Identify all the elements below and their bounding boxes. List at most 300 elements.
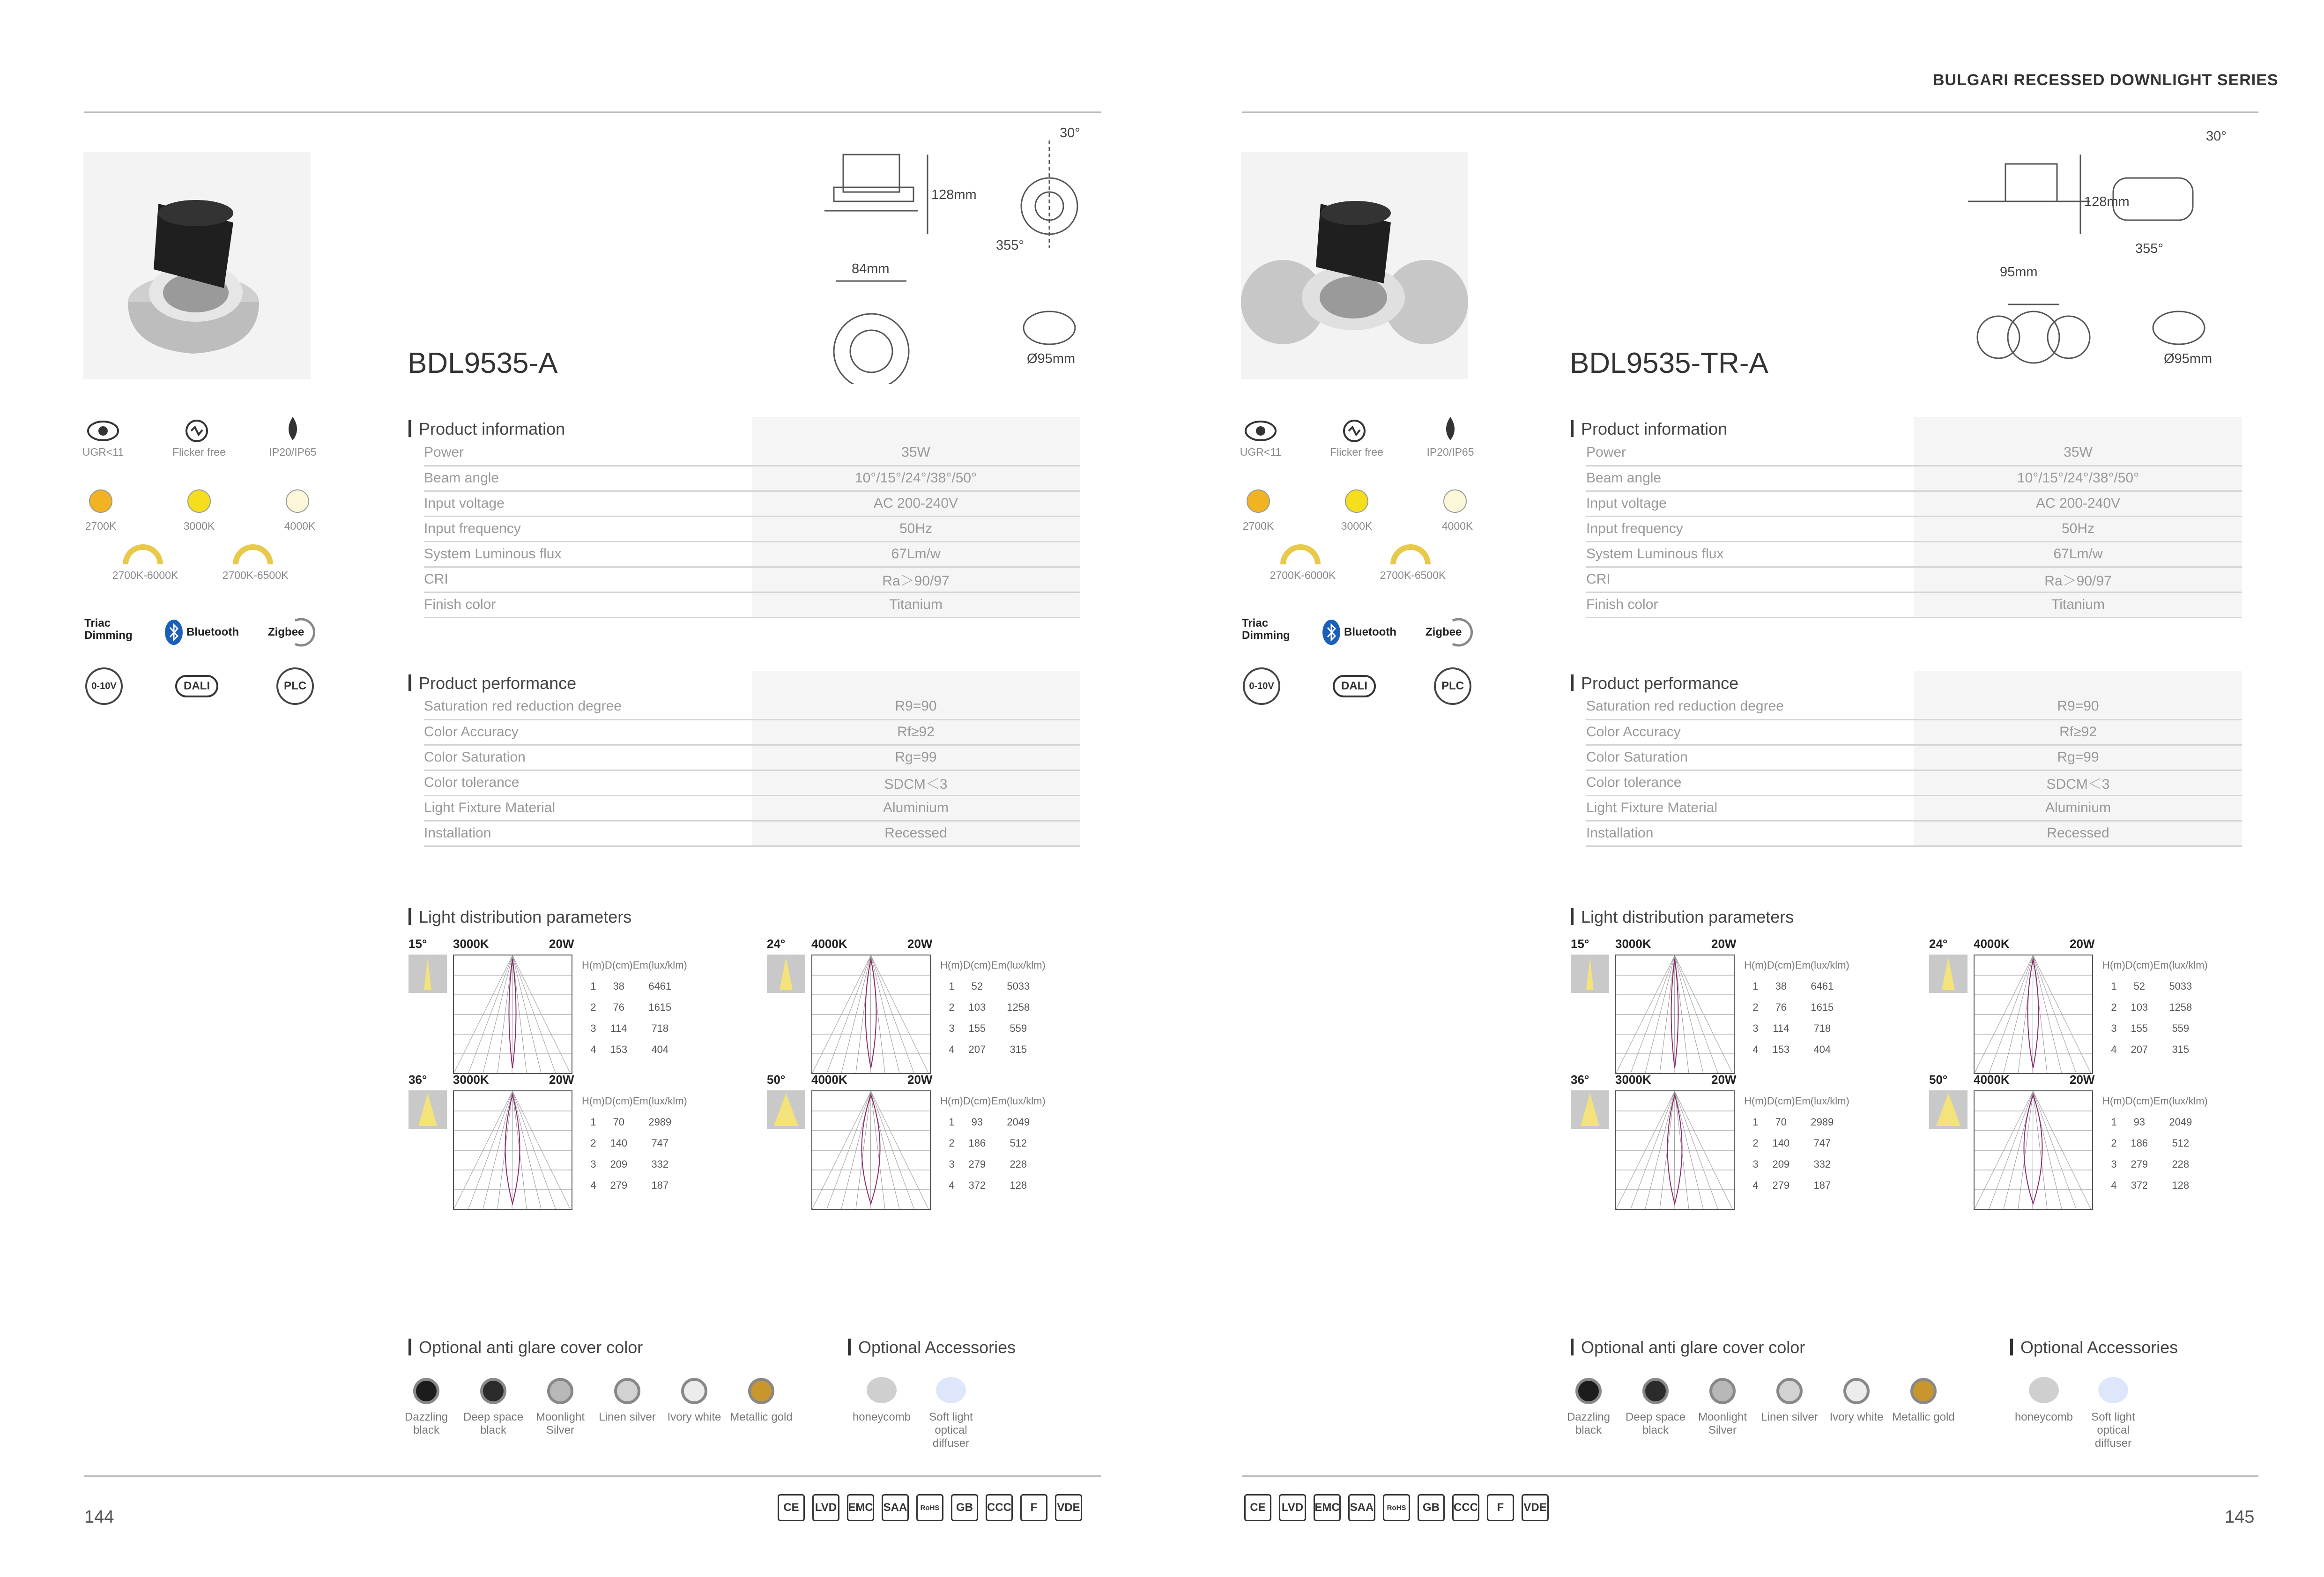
bottom-divider: [1242, 1475, 2258, 1477]
product-performance-body: [424, 671, 1080, 846]
spec-key: System Luminous flux: [1586, 541, 1914, 567]
distribution-cell: 559: [2172, 1022, 2190, 1034]
eye-icon: [84, 417, 122, 445]
model-name: BDL9535-TR-A: [1570, 347, 1768, 379]
column-header: Em(lux/klm): [991, 959, 1046, 971]
column-header: Em(lux/klm): [1795, 959, 1849, 971]
table-row: [424, 719, 1080, 745]
column-header: D(cm): [1767, 959, 1795, 971]
distribution-header-row: [940, 955, 1046, 976]
header-cell: [1586, 671, 1914, 694]
wattage: 20W: [549, 937, 574, 951]
header-cell: [424, 671, 752, 694]
spec-key: Finish color: [1586, 592, 1914, 617]
distribution-row: [1744, 1154, 1849, 1175]
bluetooth-icon: [164, 618, 184, 646]
tunable-arc-icon: [232, 543, 274, 567]
table-row: [424, 770, 1080, 795]
cct: 3000K: [1615, 1073, 1651, 1087]
distribution-cell: 512: [1010, 1137, 1027, 1149]
certification-mark: F: [1020, 1494, 1047, 1521]
column-header: D(cm): [963, 959, 991, 971]
table-row: [424, 694, 1080, 719]
distribution-cell: 372: [2131, 1179, 2148, 1191]
distribution-cell: 186: [968, 1137, 986, 1149]
dim-cutout: Ø95mm: [2164, 351, 2213, 366]
table-row: [1586, 795, 2242, 821]
distribution-row: [582, 997, 687, 1018]
distribution-cell: 3: [590, 1022, 596, 1034]
distribution-header-row: [940, 1090, 1046, 1111]
distribution-cell: 3: [949, 1022, 955, 1034]
tunable-2-label: 2700K-6500K: [1380, 569, 1446, 581]
polar-diagram: [1615, 955, 1735, 1074]
distribution-cell: 2: [949, 1137, 955, 1149]
distribution-cell: 5033: [1007, 980, 1030, 992]
beam-swatch: [408, 1090, 447, 1129]
anti-glare-label: Linen silver: [1761, 1411, 1818, 1423]
distribution-cell: 103: [968, 1001, 986, 1013]
ip-label: IP20/IP65: [1426, 446, 1474, 458]
cct: 4000K: [1974, 1073, 2010, 1087]
distribution-cell: 3: [2111, 1022, 2117, 1034]
header-cell: [1586, 417, 1914, 440]
product-information-body: [1586, 417, 2242, 617]
spec-key: Saturation red reduction degree: [1586, 694, 1914, 719]
anti-glare-swatch: [1776, 1378, 1803, 1404]
wattage: 20W: [549, 1073, 574, 1087]
table-row: [1586, 745, 2242, 770]
column-header: Em(lux/klm): [991, 1095, 1046, 1107]
distribution-cell: 114: [610, 1022, 627, 1034]
table-row: [1586, 719, 2242, 745]
polar-diagram: [811, 955, 931, 1074]
dim-010v-badge: 0-10V: [1243, 667, 1280, 705]
table-row: [424, 516, 1080, 541]
column-header: D(cm): [2125, 1095, 2153, 1107]
ip-label: IP20/IP65: [269, 446, 317, 458]
spec-key: Beam angle: [1586, 466, 1914, 491]
distribution-row: [582, 1133, 687, 1154]
certification-mark: VDE: [1522, 1494, 1549, 1521]
spec-value: AC 200-240V: [752, 491, 1080, 516]
spec-value: Rg=99: [1914, 745, 2242, 770]
product-performance-title: Product performance: [408, 674, 576, 693]
distribution-row: [582, 1175, 687, 1196]
dim-height: 128mm: [931, 187, 977, 202]
certification-mark: CE: [778, 1494, 805, 1521]
spec-key: Beam angle: [424, 466, 752, 491]
column-header: D(cm): [2125, 959, 2153, 971]
distribution-cell: 4: [949, 1043, 955, 1055]
distribution-cell: 153: [1772, 1043, 1790, 1055]
spec-value: Ra＞90/97: [1914, 567, 2242, 592]
column-header: Em(lux/klm): [1795, 1095, 1849, 1107]
zigbee-ring-icon: [290, 616, 319, 649]
anti-glare-label: Dazzling black: [1567, 1411, 1611, 1436]
anti-glare-label: Metallic gold: [1892, 1411, 1955, 1423]
table-row: [1586, 694, 2242, 719]
spec-value: Ra＞90/97: [752, 567, 1080, 592]
distribution-cell: 4: [590, 1179, 596, 1191]
distribution-cell: 6461: [1811, 980, 1834, 992]
page-number: 145: [2225, 1507, 2255, 1527]
bluetooth-label: Bluetooth: [1344, 626, 1396, 638]
certification-mark: RoHS: [1383, 1494, 1410, 1521]
distribution-cell: 404: [1813, 1043, 1831, 1055]
distribution-row: [2102, 997, 2208, 1018]
distribution-table: [1744, 955, 1849, 1060]
spec-value: Titanium: [752, 592, 1080, 617]
spec-key: Finish color: [424, 592, 752, 617]
distribution-cell: 209: [1772, 1158, 1790, 1170]
certification-mark: SAA: [1348, 1494, 1375, 1521]
polar-diagram: [1974, 955, 2093, 1074]
anti-glare-swatch: [547, 1378, 573, 1404]
distribution-cell: 332: [651, 1158, 669, 1170]
spec-value: 10°/15°/24°/38°/50°: [752, 466, 1080, 491]
wattage: 20W: [907, 1073, 933, 1087]
column-header: H(m): [582, 1095, 605, 1107]
spec-key: Color Accuracy: [1586, 719, 1914, 745]
distribution-cell: 3: [1752, 1022, 1759, 1034]
distribution-cell: 4: [1752, 1043, 1759, 1055]
wattage: 20W: [2070, 1073, 2095, 1087]
distribution-cell: 747: [1813, 1137, 1831, 1149]
table-row: [1586, 821, 2242, 846]
distribution-cell: 2: [1752, 1137, 1759, 1149]
polar-diagram: [1974, 1090, 2093, 1210]
bluetooth-label: Bluetooth: [186, 626, 239, 638]
distribution-cell: 279: [1772, 1179, 1790, 1191]
distribution-row: [2102, 1039, 2208, 1060]
distribution-cell: 4: [2111, 1179, 2117, 1191]
spec-value: SDCM＜3: [752, 770, 1080, 795]
table-row: [1586, 440, 2242, 466]
distribution-row: [1744, 1111, 1849, 1133]
polar-diagram: [453, 955, 572, 1074]
distribution-cell: 3: [590, 1158, 596, 1170]
flicker-free-icon: [183, 417, 211, 445]
distribution-cell: 2: [949, 1001, 955, 1013]
distribution-row: [940, 1154, 1046, 1175]
distribution-cell: 1: [2111, 1116, 2117, 1128]
cct: 4000K: [811, 1073, 847, 1087]
flicker-label: Flicker free: [172, 446, 226, 458]
header-cell: [1914, 671, 2242, 694]
product-photo: [83, 152, 311, 379]
distribution-cell: 2: [1752, 1001, 1759, 1013]
distribution-cell: 155: [2131, 1022, 2148, 1034]
distribution-cell: 2: [2111, 1001, 2117, 1013]
distribution-row: [1744, 1018, 1849, 1039]
distribution-cell: 2049: [1007, 1116, 1030, 1128]
spec-value: AC 200-240V: [1914, 491, 2242, 516]
distribution-row: [2102, 1018, 2208, 1039]
beam-swatch: [767, 1090, 805, 1129]
spec-key: Input frequency: [1586, 516, 1914, 541]
table-header-row: [424, 671, 1080, 694]
beam-angle: 36°: [1571, 1073, 1589, 1087]
anti-glare-label: Dazzling black: [404, 1411, 448, 1436]
distribution-cell: 1615: [1811, 1001, 1834, 1013]
distribution-cell: 70: [613, 1116, 625, 1128]
distribution-cell: 52: [971, 980, 983, 992]
cct-4000-dot: [1443, 489, 1467, 513]
table-row: [424, 567, 1080, 592]
distribution-cell: 1258: [2169, 1001, 2192, 1013]
dim-height: 128mm: [2084, 194, 2130, 209]
distribution-cell: 5033: [2169, 980, 2192, 992]
product-information-table: [424, 417, 1080, 618]
column-header: Em(lux/klm): [632, 959, 687, 971]
distribution-table: [940, 955, 1046, 1060]
distribution-cell: 76: [1775, 1001, 1787, 1013]
distribution-cell: 128: [2172, 1179, 2190, 1191]
cct-2700-label: 2700K: [1242, 520, 1274, 532]
water-drop-icon: [1436, 415, 1464, 445]
distribution-row: [582, 1018, 687, 1039]
distribution-cell: 1615: [648, 1001, 672, 1013]
spec-value: Rf≥92: [752, 719, 1080, 745]
table-row: [424, 745, 1080, 770]
accessory-swatch: [2098, 1377, 2128, 1403]
spec-key: Light Fixture Material: [424, 795, 752, 821]
cct-2700-dot: [1247, 489, 1270, 513]
distribution-row: [940, 1111, 1046, 1133]
beam-swatch: [1571, 1090, 1609, 1129]
distribution-cell: 559: [1010, 1022, 1027, 1034]
anti-glare-label: Moonlight Silver: [1698, 1411, 1747, 1436]
distribution-row: [2102, 1133, 2208, 1154]
distribution-cell: 1: [949, 1116, 955, 1128]
distribution-cell: 187: [1813, 1179, 1831, 1191]
table-row: [424, 541, 1080, 567]
header-cell: [752, 671, 1080, 694]
accessory-swatch: [2029, 1377, 2059, 1403]
product-information-body: [424, 417, 1080, 617]
dali-label: DALI: [1333, 675, 1376, 697]
spec-key: Input frequency: [424, 516, 752, 541]
distribution-row: [1744, 1133, 1849, 1154]
spec-key: Installation: [424, 821, 752, 846]
plc-badge: PLC: [1434, 667, 1471, 705]
column-header: H(m): [2102, 959, 2125, 971]
distribution-cell: 4: [1752, 1179, 1759, 1191]
dim-rotate: 355°: [996, 238, 1024, 253]
spec-key: Color tolerance: [1586, 770, 1914, 795]
zigbee-label: Zigbee: [268, 626, 304, 638]
anti-glare-swatch: [1642, 1378, 1669, 1404]
distribution-cell: 103: [2131, 1001, 2148, 1013]
certification-mark: F: [1487, 1494, 1514, 1521]
table-row: [424, 795, 1080, 821]
anti-glare-swatch: [1910, 1378, 1937, 1404]
column-header: D(cm): [604, 959, 633, 971]
spec-value: Recessed: [752, 821, 1080, 846]
distribution-row: [1744, 997, 1849, 1018]
distribution-cell: 187: [651, 1179, 669, 1191]
spec-key: Color Saturation: [1586, 745, 1914, 770]
certification-mark: LVD: [812, 1494, 839, 1521]
distribution-cell: 153: [610, 1043, 628, 1055]
beam-angle: 50°: [767, 1073, 786, 1087]
ugr-label: UGR<11: [82, 446, 124, 458]
distribution-row: [940, 1039, 1046, 1060]
distribution-cell: 279: [610, 1179, 628, 1191]
distribution-header-row: [582, 955, 687, 976]
distribution-cell: 209: [610, 1158, 628, 1170]
column-header: H(m): [940, 1095, 963, 1107]
spec-key: Color Saturation: [424, 745, 752, 770]
distribution-cell: 1: [1752, 1116, 1759, 1128]
distribution-table: [2102, 1090, 2208, 1196]
accessories-title: Optional Accessories: [848, 1338, 1016, 1357]
distribution-header-row: [1744, 955, 1849, 976]
spec-value: 67Lm/w: [1914, 541, 2242, 567]
column-header: H(m): [1744, 959, 1767, 971]
header-cell: [752, 417, 1080, 440]
plc-badge: PLC: [276, 667, 314, 705]
distribution-table: [582, 1090, 687, 1196]
column-header: H(m): [940, 959, 963, 971]
dali-label: DALI: [175, 675, 218, 697]
distribution-cell: 3: [2111, 1158, 2117, 1170]
distribution-table: [1744, 1090, 1849, 1196]
certification-mark: EMC: [847, 1494, 874, 1521]
top-divider: [1242, 111, 2258, 113]
distribution-cell: 315: [2172, 1043, 2190, 1055]
distribution-cell: 372: [968, 1179, 986, 1191]
distribution-cell: 76: [613, 1001, 625, 1013]
table-row: [424, 466, 1080, 491]
distribution-cell: 279: [968, 1158, 986, 1170]
distribution-row: [1744, 1039, 1849, 1060]
spec-key: CRI: [424, 567, 752, 592]
distribution-row: [582, 1111, 687, 1133]
light-distribution-title: Light distribution parameters: [408, 907, 631, 927]
beam-angle: 15°: [408, 937, 427, 951]
certification-mark: GB: [1418, 1494, 1445, 1521]
distribution-cell: 228: [2172, 1158, 2190, 1170]
product-information-table: [1586, 417, 2242, 618]
certification-mark: CCC: [986, 1494, 1013, 1521]
distribution-row: [2102, 1111, 2208, 1133]
anti-glare-label: Ivory white: [1829, 1411, 1884, 1423]
header-cell: [424, 417, 752, 440]
distribution-cell: 1: [590, 1116, 596, 1128]
column-header: H(m): [582, 959, 605, 971]
distribution-cell: 332: [1813, 1158, 1831, 1170]
beam-angle: 36°: [408, 1073, 427, 1087]
cct-3000-label: 3000K: [1341, 520, 1373, 532]
column-header: Em(lux/klm): [2153, 1095, 2208, 1107]
anti-glare-title: Optional anti glare cover color: [1571, 1338, 1805, 1357]
table-row: [1586, 541, 2242, 567]
dali-badge: [1336, 667, 1373, 705]
model-name: BDL9535-A: [408, 347, 558, 379]
spec-key: Power: [424, 440, 752, 466]
distribution-cell: 1: [2111, 980, 2117, 992]
distribution-cell: 4: [949, 1179, 955, 1191]
distribution-cell: 3: [949, 1158, 955, 1170]
certification-mark: CE: [1244, 1494, 1271, 1521]
product-performance-table: [424, 671, 1080, 847]
dim-width: 95mm: [2000, 265, 2038, 280]
anti-glare-swatch: [614, 1378, 640, 1404]
dim-tilt: 30°: [2206, 129, 2227, 144]
anti-glare-label: Deep space black: [463, 1411, 524, 1436]
distribution-cell: 2049: [2169, 1116, 2192, 1128]
accessory-label: Soft light optical diffuser: [929, 1411, 973, 1450]
accessory-label: Soft light optical diffuser: [2091, 1411, 2135, 1450]
cct-4000-label: 4000K: [284, 520, 316, 532]
distribution-table: [940, 1090, 1046, 1196]
certification-mark: LVD: [1279, 1494, 1306, 1521]
table-row: [424, 821, 1080, 846]
cct: 3000K: [1615, 937, 1651, 951]
distribution-cell: 140: [610, 1137, 628, 1149]
tunable-arc-icon: [1279, 543, 1322, 567]
ugr-label: UGR<11: [1240, 446, 1282, 458]
product-performance-title: Product performance: [1571, 674, 1738, 693]
distribution-cell: 93: [971, 1116, 983, 1128]
anti-glare-label: Ivory white: [667, 1411, 721, 1423]
spec-value: R9=90: [752, 694, 1080, 719]
tunable-arc-icon: [122, 543, 164, 567]
spec-value: SDCM＜3: [1914, 770, 2242, 795]
beam-swatch: [1571, 955, 1609, 993]
distribution-cell: 155: [968, 1022, 986, 1034]
anti-glare-swatch: [1843, 1378, 1870, 1404]
distribution-cell: 404: [651, 1043, 669, 1055]
spec-key: Color tolerance: [424, 770, 752, 795]
table-row: [1586, 516, 2242, 541]
anti-glare-swatch: [480, 1378, 506, 1404]
distribution-cell: 93: [2133, 1116, 2146, 1128]
table-row: [424, 592, 1080, 617]
polar-diagram: [811, 1090, 931, 1210]
distribution-header-row: [1744, 1090, 1849, 1111]
cct-3000-dot: [1345, 489, 1368, 513]
flicker-label: Flicker free: [1330, 446, 1383, 458]
product-performance-table: [1586, 671, 2242, 847]
anti-glare-swatch: [413, 1378, 439, 1404]
spec-key: Installation: [1586, 821, 1914, 846]
distribution-header-row: [2102, 1090, 2208, 1111]
distribution-cell: 279: [2131, 1158, 2148, 1170]
tunable-1-label: 2700K-6000K: [1270, 569, 1336, 581]
distribution-cell: 2: [2111, 1137, 2117, 1149]
spec-value: Aluminium: [752, 795, 1080, 821]
spec-value: Titanium: [1914, 592, 2242, 617]
wattage: 20W: [1711, 937, 1737, 951]
table-row: [1586, 567, 2242, 592]
distribution-cell: 2989: [1811, 1116, 1834, 1128]
distribution-cell: 512: [2172, 1137, 2190, 1149]
product-performance-body: [1586, 671, 2242, 846]
table-row: [1586, 491, 2242, 516]
distribution-cell: 128: [1010, 1179, 1027, 1191]
beam-angle: 50°: [1929, 1073, 1948, 1087]
column-header: D(cm): [604, 1095, 633, 1107]
certification-mark: RoHS: [916, 1494, 943, 1521]
accessory-label: honeycomb: [852, 1411, 911, 1423]
distribution-cell: 207: [968, 1043, 986, 1055]
certification-mark: GB: [951, 1494, 978, 1521]
product-information-title: Product information: [1571, 419, 1727, 439]
beam-angle: 24°: [1929, 937, 1948, 951]
